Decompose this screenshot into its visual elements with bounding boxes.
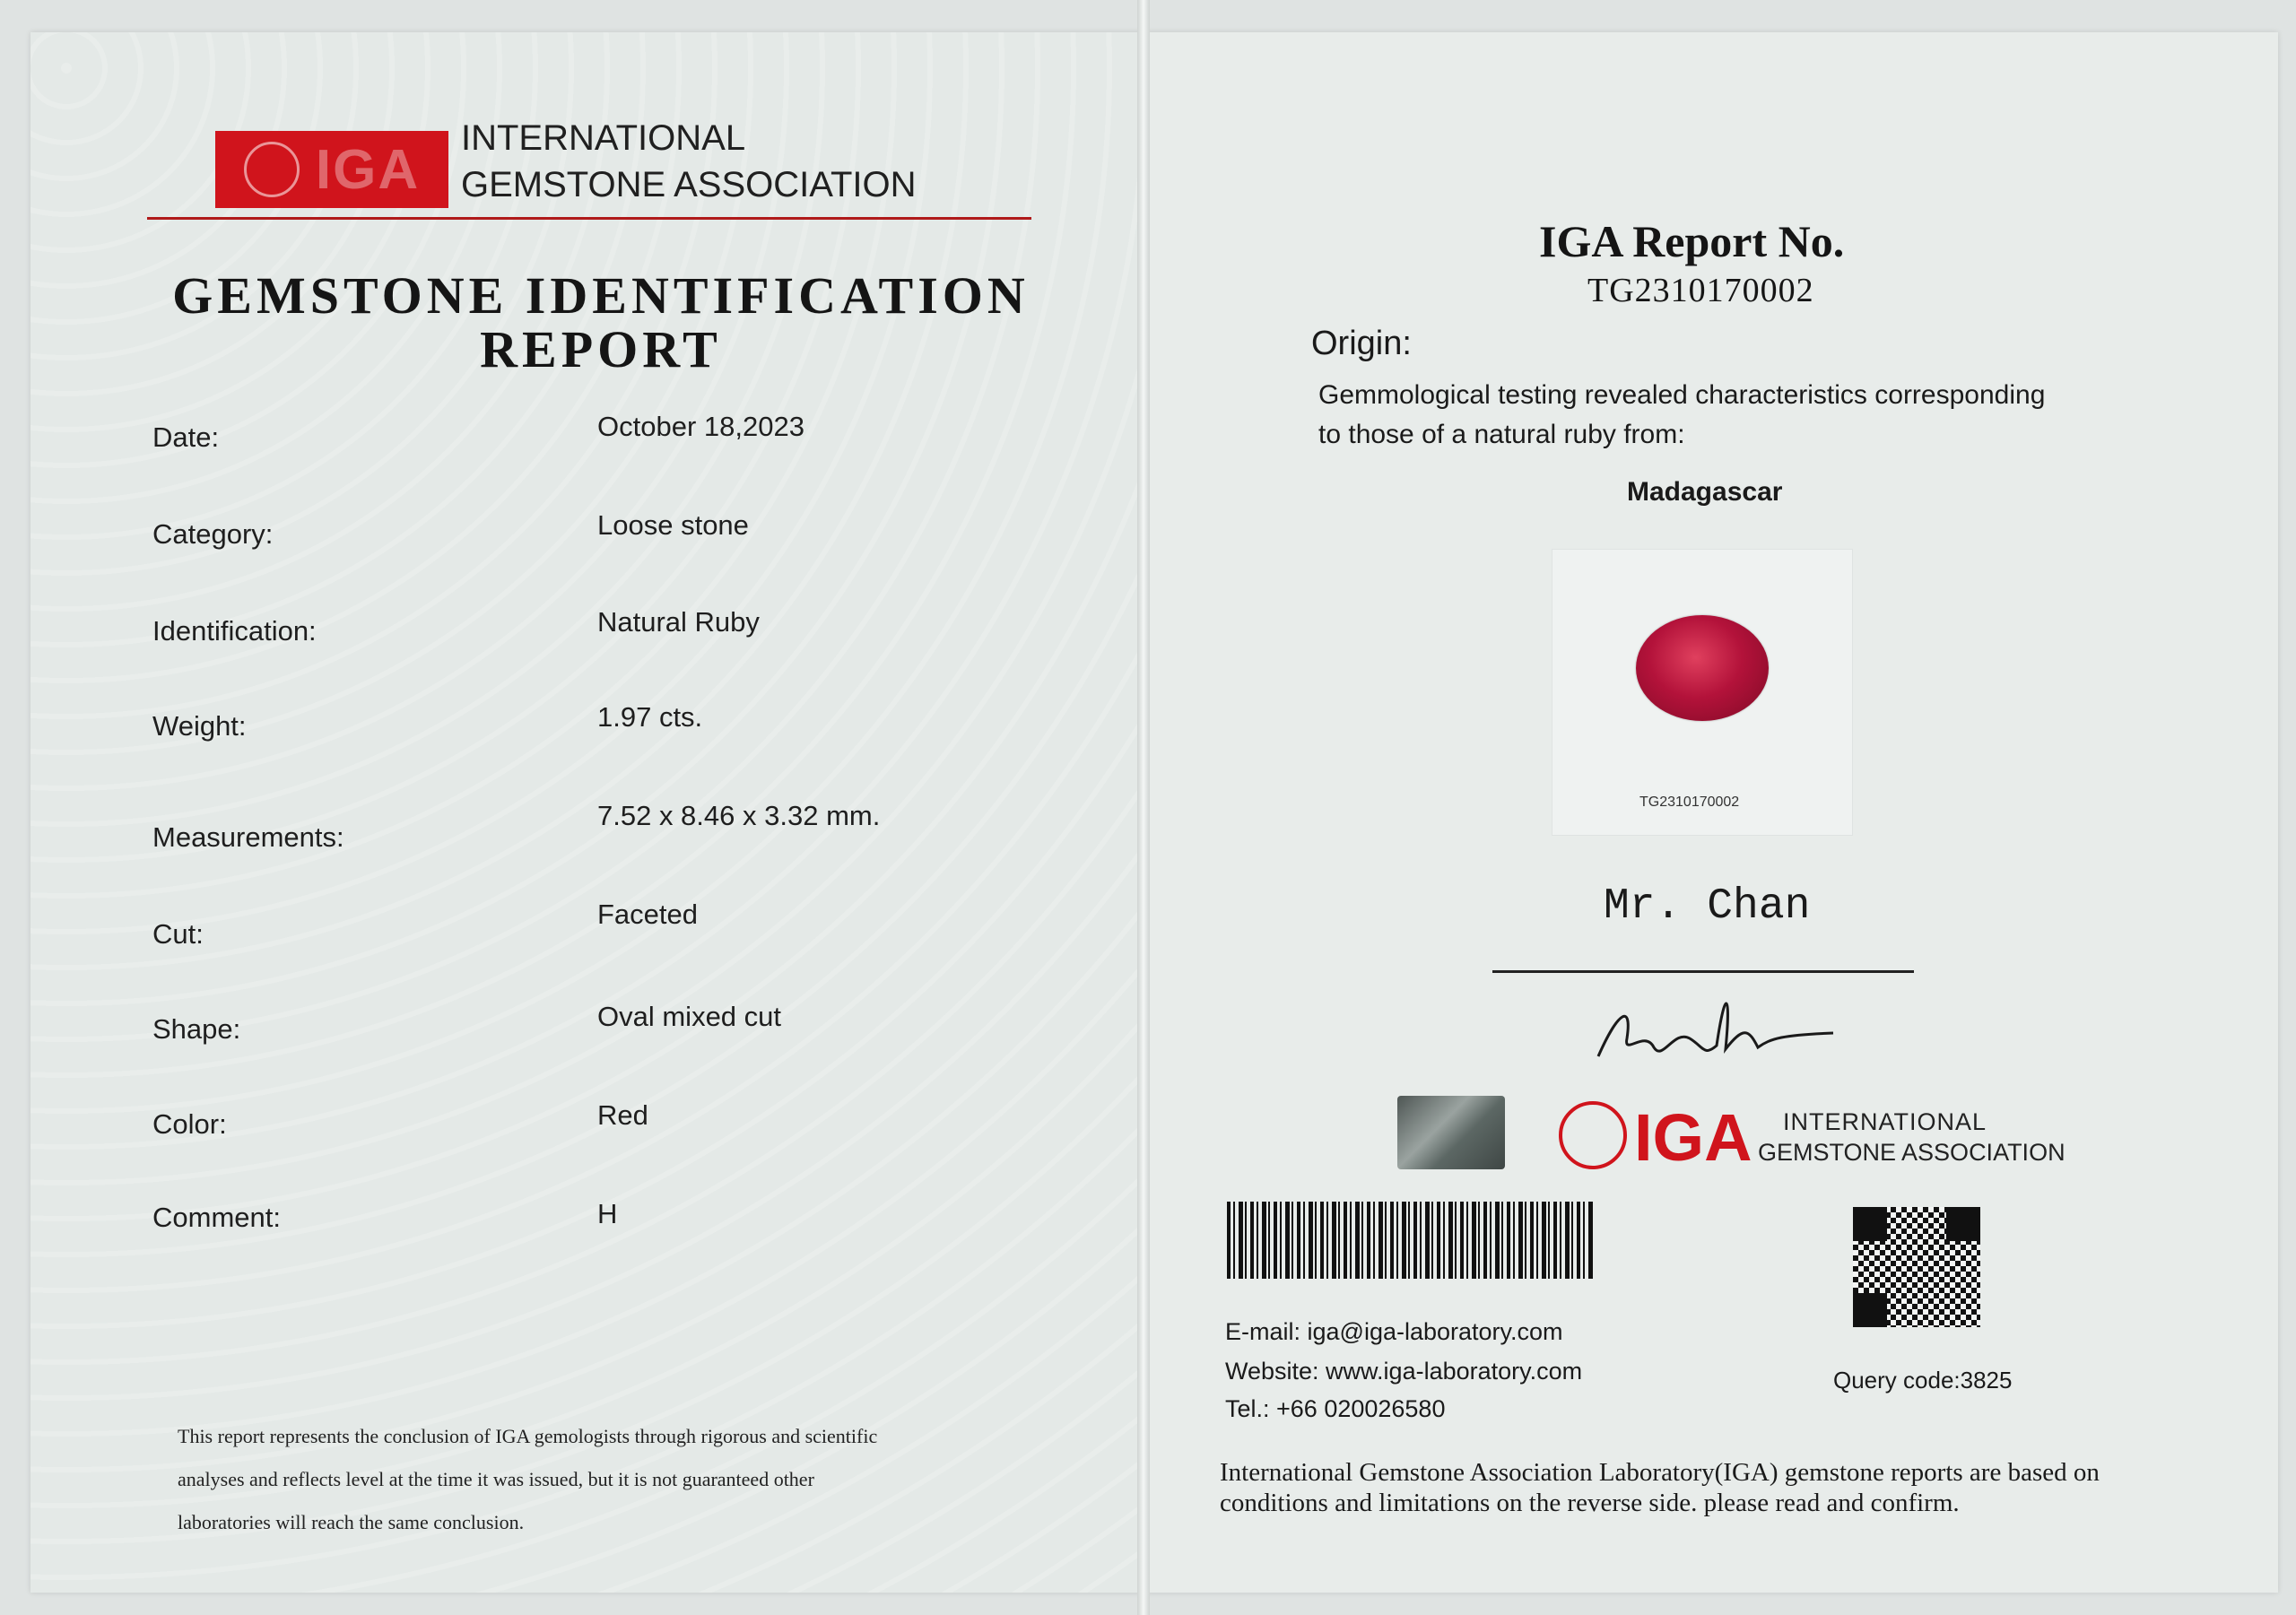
origin-label: Origin: <box>1311 325 1412 362</box>
field-value-identification: Natural Ruby <box>597 606 760 638</box>
barcode <box>1227 1202 1593 1279</box>
field-label-weight: Weight: <box>152 710 247 742</box>
contact-website: Website: www.iga-laboratory.com <box>1225 1358 1583 1385</box>
iga-logo-badge <box>215 131 448 208</box>
query-code: Query code:3825 <box>1833 1367 2013 1394</box>
logo-org-line1: INTERNATIONAL <box>1783 1108 1987 1135</box>
disclaimer-text <box>178 1415 985 1544</box>
field-value-category: Loose stone <box>597 509 749 541</box>
field-label-identification: Identification: <box>152 615 317 647</box>
ruby-stone-image <box>1636 615 1769 721</box>
field-label-date: Date: <box>152 421 220 453</box>
hologram-sticker <box>1397 1096 1505 1169</box>
field-value-measurements: 7.52 x 8.46 x 3.32 mm. <box>597 800 881 831</box>
disclaimer-line: analyses and reflects level at the time it was issued, but it is not guaranteed other <box>178 1468 814 1490</box>
footer-note-line1: International Gemstone Association Laboratory(IGA) gemstone reports are based on <box>1220 1458 2100 1487</box>
contact-phone: Tel.: +66 020026580 <box>1225 1395 1446 1422</box>
field-value-comment: H <box>597 1198 618 1229</box>
field-label-shape: Shape: <box>152 1013 241 1045</box>
field-value-cut: Faceted <box>597 899 699 930</box>
field-label-category: Category: <box>152 518 274 550</box>
field-label-measurements: Measurements: <box>152 821 344 853</box>
org-name-line2: GEMSTONE ASSOCIATION <box>461 165 917 204</box>
photo-caption: TG2310170002 <box>1639 794 1740 810</box>
footer-note-line2: conditions and limitations on the reverse side. please read and confirm. <box>1220 1489 1960 1517</box>
disclaimer-line: laboratories will reach the same conclusion. <box>178 1511 525 1533</box>
signature-line <box>1492 970 1914 973</box>
report-title-line2: REPORT <box>480 320 722 378</box>
handwritten-signature <box>1591 976 1842 1069</box>
iga-logo-text: IGA <box>1634 1100 1752 1175</box>
origin-text-line2: to those of a natural ruby from: <box>1318 420 1685 449</box>
iga-seal-icon <box>244 142 300 197</box>
signatory-name: Mr. Chan <box>1604 882 1811 931</box>
field-label-comment: Comment: <box>152 1202 281 1233</box>
origin-country: Madagascar <box>1627 477 1783 507</box>
logo-badge-text: IGA <box>315 138 421 201</box>
field-label-color: Color: <box>152 1108 227 1140</box>
page-fold <box>1137 0 1150 1615</box>
logo-org-line2: GEMSTONE ASSOCIATION <box>1758 1139 2066 1166</box>
org-name-line1: INTERNATIONAL <box>461 118 746 158</box>
iga-seal-icon <box>1559 1101 1627 1169</box>
report-number-heading: IGA Report No. <box>1539 216 1845 266</box>
disclaimer-line: This report represents the conclusion of IGA gemologists through rigorous and scientific <box>178 1425 878 1447</box>
report-title-line1: GEMSTONE IDENTIFICATION <box>172 266 1030 325</box>
field-value-color: Red <box>597 1099 648 1131</box>
field-value-date: October 18,2023 <box>597 411 804 442</box>
origin-text-line1: Gemmological testing revealed characteristics corresponding <box>1318 380 2046 410</box>
qr-code <box>1853 1207 1980 1327</box>
field-value-shape: Oval mixed cut <box>597 1001 782 1032</box>
report-number: TG2310170002 <box>1587 272 1814 309</box>
field-label-cut: Cut: <box>152 918 204 950</box>
header-divider <box>147 217 1031 220</box>
contact-email: E-mail: iga@iga-laboratory.com <box>1225 1318 1563 1345</box>
field-value-weight: 1.97 cts. <box>597 701 703 733</box>
